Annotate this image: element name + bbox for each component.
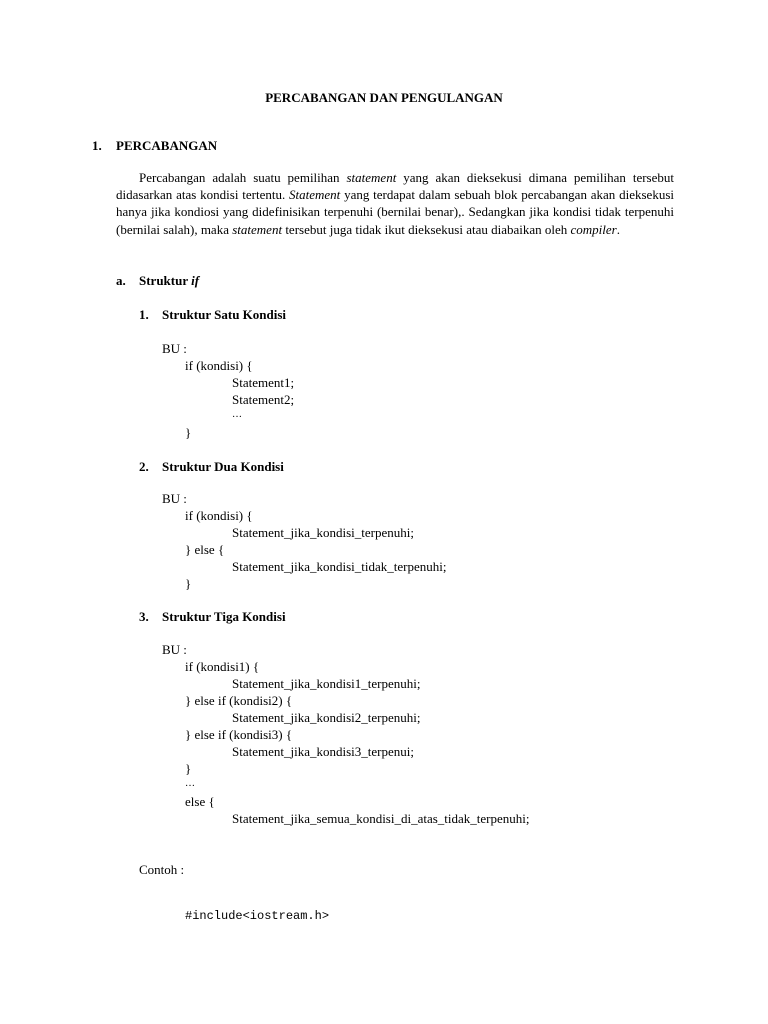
code-line: } xyxy=(185,761,192,776)
subsection-label: a. xyxy=(116,273,126,288)
code-line: if (kondisi) { xyxy=(185,508,253,523)
struct1-bu: BU : xyxy=(162,341,187,356)
code-line: Statement_jika_kondisi2_terpenuhi; xyxy=(232,710,421,725)
code-line: Statement_jika_semua_kondisi_di_atas_tidak_terpenuhi; xyxy=(232,811,530,826)
struct3-heading: Struktur Tiga Kondisi xyxy=(162,609,286,624)
struct2-bu: BU : xyxy=(162,491,187,506)
struct2-heading: Struktur Dua Kondisi xyxy=(162,459,284,474)
code-line: if (kondisi) { xyxy=(185,358,253,373)
code-line: Statement_jika_kondisi_terpenuhi; xyxy=(232,525,414,540)
contoh-label: Contoh : xyxy=(139,862,185,877)
code-line: } xyxy=(185,425,192,440)
code-line: } else if (kondisi3) { xyxy=(185,727,293,742)
section-heading: PERCABANGAN xyxy=(116,138,218,153)
code-line: else { xyxy=(185,794,215,809)
code-include-line: #include<iostream.h> xyxy=(185,909,330,923)
struct3-bu: BU : xyxy=(162,642,187,657)
code-line: Statement1; xyxy=(232,375,295,390)
page-title: PERCABANGAN DAN PENGULANGAN xyxy=(265,90,503,105)
code-line: Statement2; xyxy=(232,392,295,407)
code-line: if (kondisi1) { xyxy=(185,659,260,674)
struct1-heading: Struktur Satu Kondisi xyxy=(162,307,287,322)
struct3-number: 3. xyxy=(139,609,149,624)
code-line: Statement_jika_kondisi3_terpenui; xyxy=(232,744,414,759)
code-line: Statement_jika_kondisi_tidak_terpenuhi; xyxy=(232,559,447,574)
subsection-heading: Struktur if xyxy=(139,273,200,288)
section-number: 1. xyxy=(92,138,102,153)
code-ellipsis: … xyxy=(185,778,195,789)
code-line: } else { xyxy=(185,542,225,557)
code-line: Statement_jika_kondisi1_terpenuhi; xyxy=(232,676,421,691)
intro-paragraph: Percabangan adalah suatu pemilihan statement yang akan dieksekusi dimana pemilihan tersebut didasarkan atas kondisi tertentu. Statement yang terdapat dalam sebuah blok percabangan akan dieksekusi hanya jika kondiosi yang didefinisikan terpenuhi (bernilai benar),. Sedangkan jika kondisi tidak terpenuhi (bernilai salah), maka statement tersebut juga tidak ikut dieksekusi atau diabaikan oleh compiler. xyxy=(116,170,674,237)
code-line: } else if (kondisi2) { xyxy=(185,693,293,708)
struct2-number: 2. xyxy=(139,459,149,474)
code-ellipsis: … xyxy=(232,409,242,420)
struct1-number: 1. xyxy=(139,307,149,322)
code-line: } xyxy=(185,576,192,591)
